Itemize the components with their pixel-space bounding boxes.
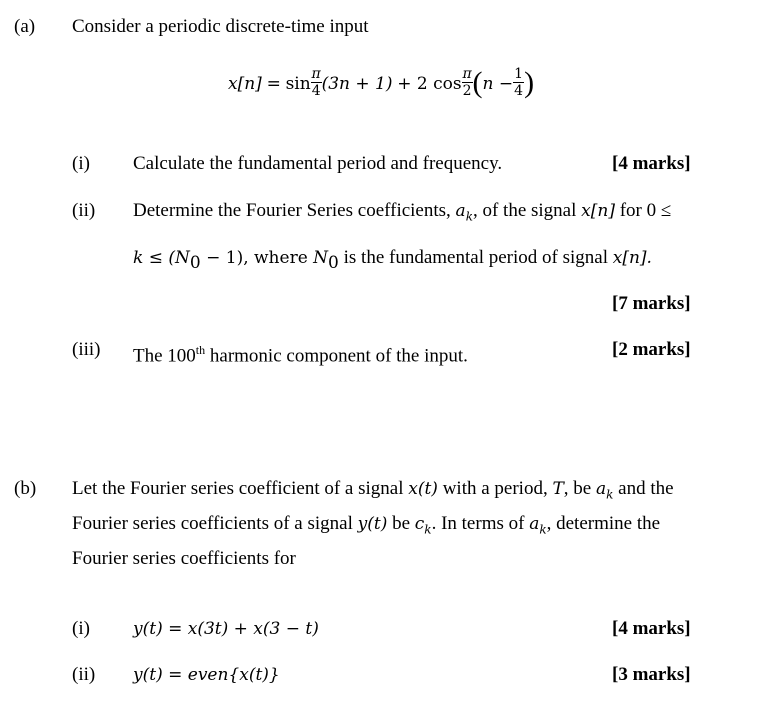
a-k-symbol: $a_k$ [455,201,473,224]
eq-frac-pi-4: $\frac{\pi}{4}$ [311,66,321,100]
eq-sin: sin [285,74,311,94]
eq-frac-pi-2: $\frac{\pi}{2}$ [462,66,472,100]
b-ii-eq: y(t) = even{x(t)} [133,665,280,685]
b-ii-label: (ii) [72,664,96,685]
a-i-text: Calculate the fundamental period and frequency. [133,153,503,174]
eq-arg1: (3n + 1) [321,74,393,94]
equation-xn [228,64,534,105]
b-i-eq: y(t) = x(3t) + x(3 − t) [133,619,319,639]
a-iii-marks: [2 marks] [612,339,691,360]
a-i-marks: [4 marks] [612,153,691,174]
part-b-line1: Let the Fourier series coefficient of a signal x(t) with a period, T, be $a_k$ and the [72,478,674,502]
eq-n-minus: n − [482,74,514,94]
a-ii-line1: Determine the Fourier Series coefficients, $a_k$, of the signal x[n] for 0 ≤ [133,200,672,224]
a-ii-label: (ii) [72,200,96,221]
part-b-label: (b) [14,478,37,499]
b-ii-marks: [3 marks] [612,664,691,685]
a-iii-text: The 100th harmonic component of the input. [133,343,468,367]
eq-lparen: ( [472,65,483,99]
a-ii-marks: [7 marks] [612,293,691,314]
b-i-marks: [4 marks] [612,618,691,639]
part-b-line2: Fourier series coefficients of a signal y(t) be $c_k$. In terms of $a_k$, determine the [72,513,661,537]
a-ii-line2: $k \le (N_0 - 1)$, where $N_0$ is the fundamental period of signal x[n]. [133,247,652,273]
eq-lhs: x[n] [228,74,262,94]
a-iii-label: (iii) [72,339,101,360]
a-i-label: (i) [72,153,90,174]
eq-equals: = [266,74,281,94]
part-a-label: (a) [14,16,36,37]
b-i-label: (i) [72,618,90,639]
eq-rparen: ) [524,65,535,99]
eq-plus-cos: + 2 cos [397,74,462,94]
part-a-intro: Consider a periodic discrete-time input [72,16,369,37]
part-b-line3: Fourier series coefficients for [72,548,296,569]
eq-frac-1-4: $\frac{1}{4}$ [514,66,524,100]
